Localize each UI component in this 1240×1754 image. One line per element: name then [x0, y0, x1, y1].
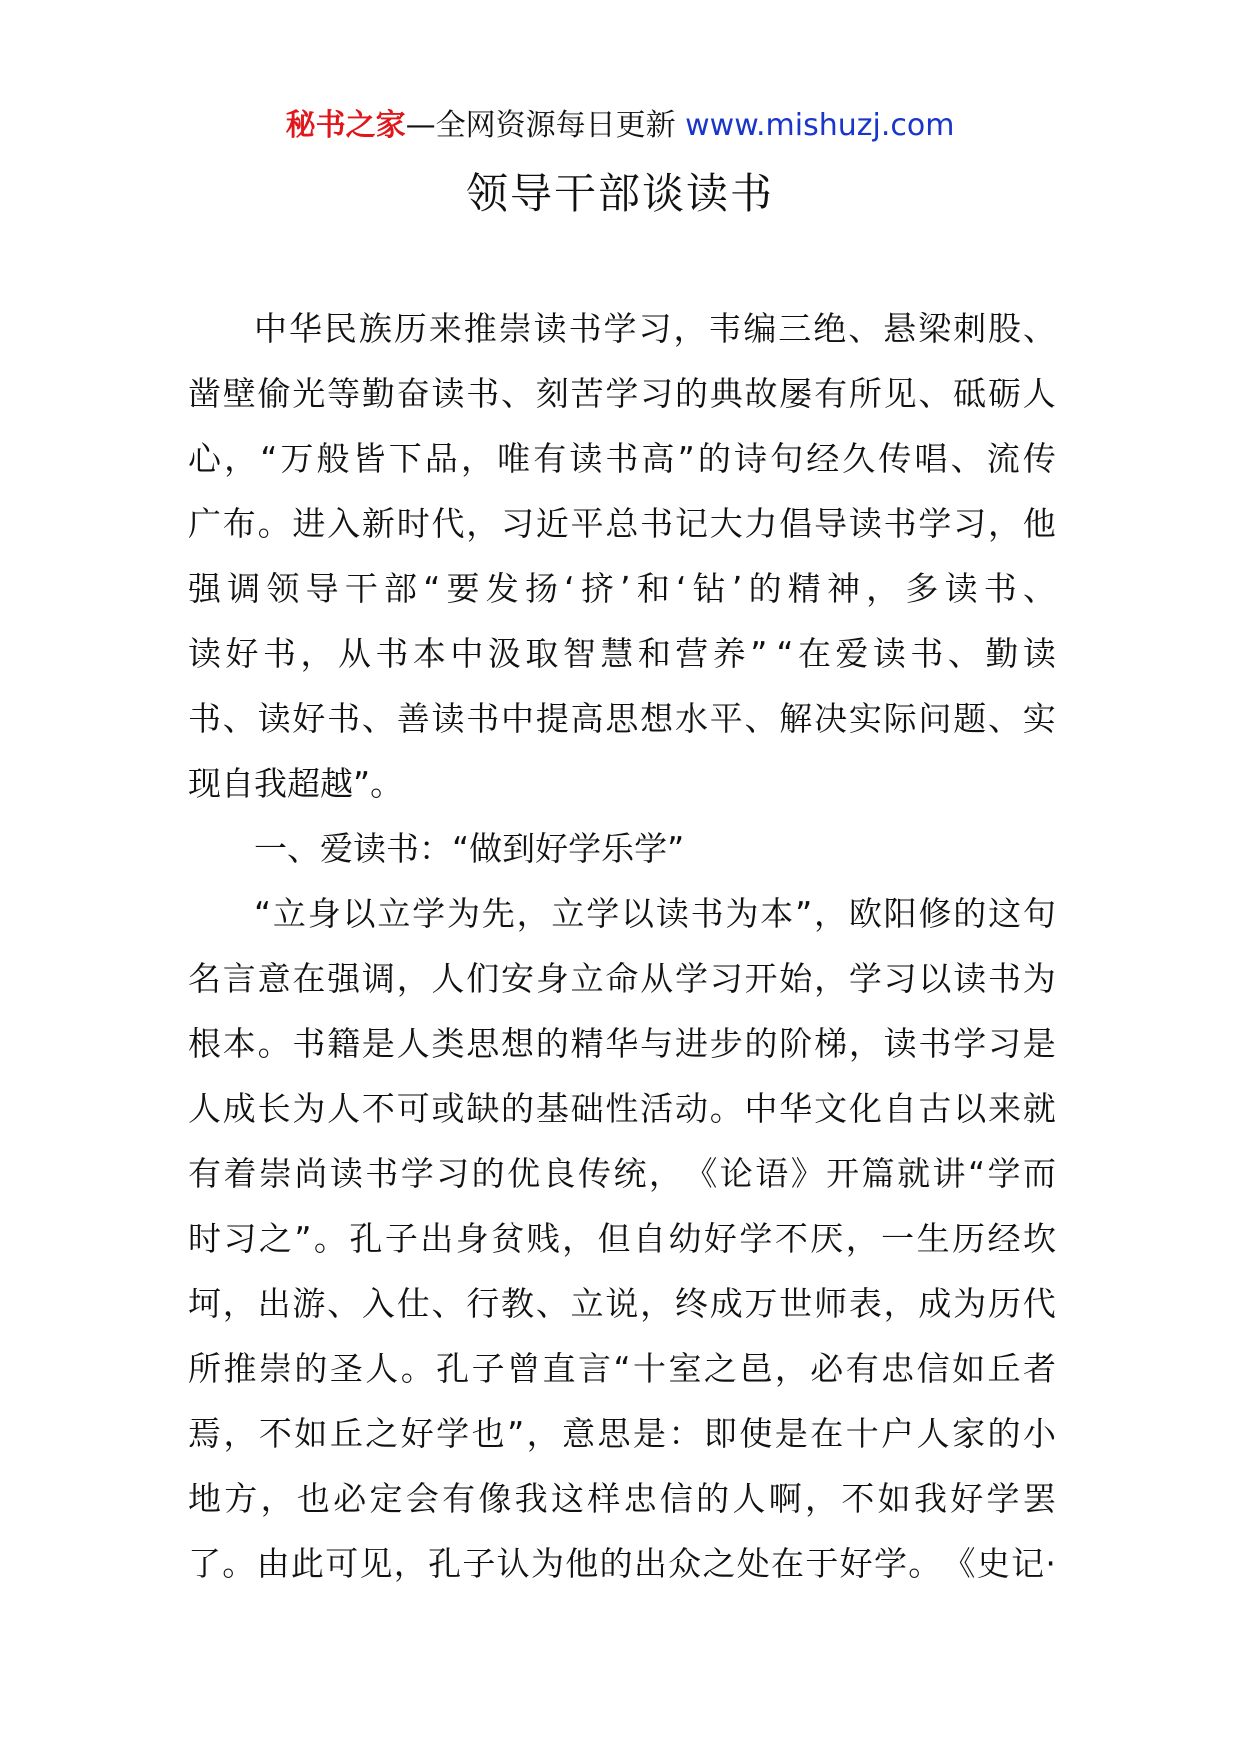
- site-header: [0, 104, 1240, 148]
- header-tagline: —全网资源每日更新: [405, 108, 686, 143]
- text-line: 中 华 民 族 历 来 推 崇 读 书 学 习 ， 韦 编 三 绝 、 悬 梁 刺 股 、: [254, 309, 1056, 348]
- text-line: 根 本 。 书 籍 是 人 类 思 想 的 精 华 与 进 步 的 阶 梯 ， 读 书 学 习 是: [188, 1024, 1056, 1063]
- text-line: 坷 ， 出 游 、 入 仕 、 行 教 、 立 说 ， 终 成 万 世 师 表 ， 成 为 历 代: [188, 1284, 1056, 1323]
- text-line: 书 、 读 好 书 、 善 读 书 中 提 高 思 想 水 平 、 解 决 实 际 问 题 、 实: [188, 699, 1056, 738]
- text-line: 所 推 崇 的 圣 人 。 孔 子 曾 直 言 “ 十 室 之 邑 ， 必 有 忠 信 如 丘 者: [188, 1349, 1056, 1388]
- site-url-link[interactable]: www.mishuzj.com: [685, 108, 955, 143]
- brand-name: 秘书之家: [285, 108, 406, 143]
- text-line: 凿 壁 偷 光 等 勤 奋 读 书 、 刻 苦 学 习 的 典 故 屡 有 所 见 、 砥 砺 人: [188, 374, 1056, 413]
- text-line: “ 立 身 以 立 学 为 先 ， 立 学 以 读 书 为 本 ” ， 欧 阳 修 的 这 句: [254, 894, 1056, 933]
- text-line: 地 方 ， 也 必 定 会 有 像 我 这 样 忠 信 的 人 啊 ， 不 如 我 好 学 罢: [188, 1479, 1056, 1518]
- text-line: 名 言 意 在 强 调 ， 人 们 安 身 立 命 从 学 习 开 始 ， 学 习 以 读 书 为: [188, 959, 1056, 998]
- text-line: 人 成 长 为 人 不 可 或 缺 的 基 础 性 活 动 。 中 华 文 化 自 古 以 来 就: [188, 1089, 1056, 1128]
- text-line: 心 ， “ 万 般 皆 下 品 ， 唯 有 读 书 高 ” 的 诗 句 经 久 传 唱 、 流 传: [188, 439, 1056, 478]
- text-line: 时 习 之 ” 。 孔 子 出 身 贫 贱 ， 但 自 幼 好 学 不 厌 ， 一 生 历 经 坎: [188, 1219, 1056, 1258]
- text-line: 焉 ， 不 如 丘 之 好 学 也 ” ， 意 思 是 ： 即 使 是 在 十 户 人 家 的 小: [188, 1414, 1056, 1453]
- document-body: [188, 296, 1056, 1596]
- text-line: 有 着 崇 尚 读 书 学 习 的 优 良 传 统 ， 《 论 语 》 开 篇 就 讲 “ 学 而: [188, 1154, 1056, 1193]
- text-line: 广 布 。 进 入 新 时 代 ， 习 近 平 总 书 记 大 力 倡 导 读 书 学 习 ， 他: [188, 504, 1056, 543]
- text-line: 强 调 领 导 干 部 “ 要 发 扬 ‘ 挤 ’ 和 ‘ 钻 ’ 的 精 神 ， 多 读 书 、: [188, 569, 1056, 608]
- text-line: 读 好 书 ， 从 书 本 中 汲 取 智 慧 和 营 养 ” “ 在 爱 读 书 、 勤 读: [188, 634, 1056, 673]
- text-line: 现自我超越”。: [188, 764, 404, 803]
- document-title: 领导干部谈读书: [465, 169, 774, 218]
- section-heading: 一、爱读书：“做到好学乐学”: [254, 829, 685, 868]
- text-line: 了 。 由 此 可 见 ， 孔 子 认 为 他 的 出 众 之 处 在 于 好 学 。 《 史 记 ·: [188, 1544, 1056, 1583]
